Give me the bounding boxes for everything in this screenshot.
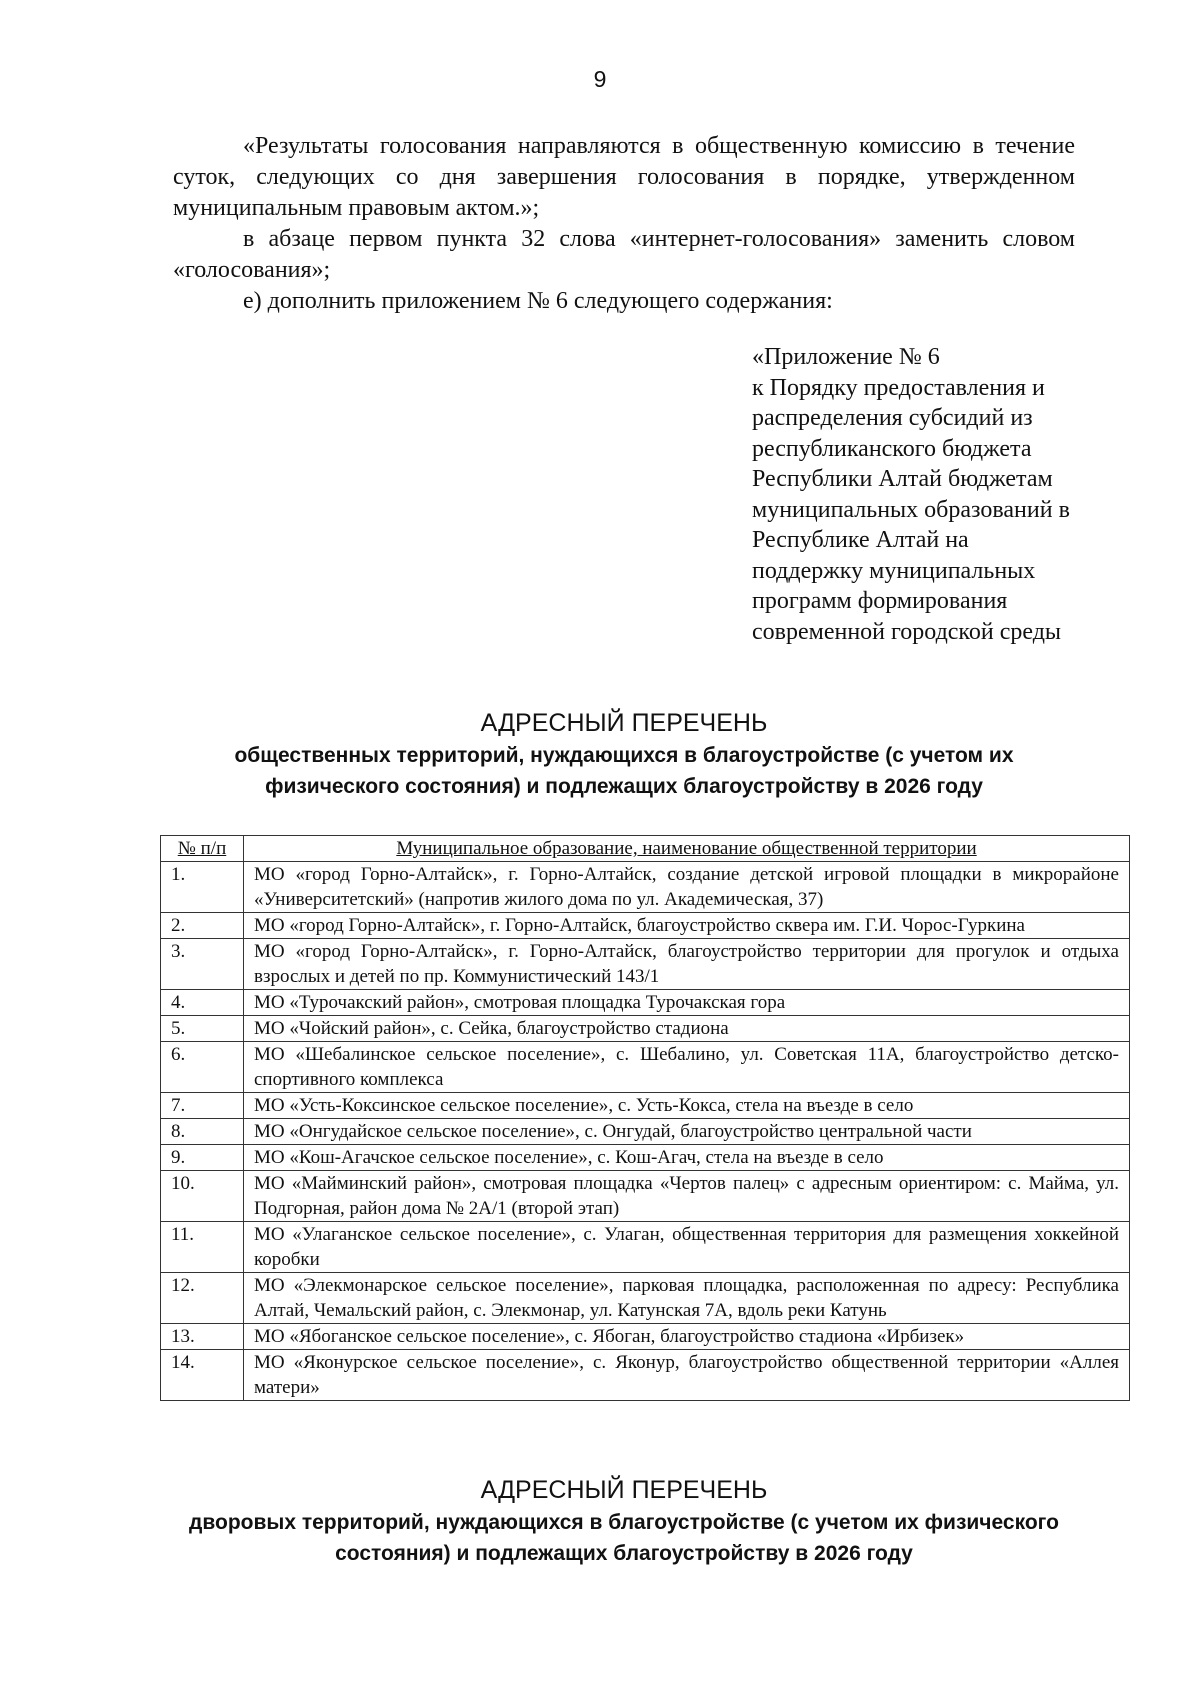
- table-row: [161, 939, 1130, 990]
- public-territories-table: [160, 835, 1130, 1401]
- row-number: 7.: [161, 1093, 244, 1119]
- row-text: МО «Яконурское сельское поселение», с. Яконур, благоустройство общественной территории «Аллея матери»: [244, 1350, 1130, 1401]
- row-text: МО «Турочакский район», смотровая площадка Турочакская гора: [244, 990, 1130, 1016]
- section-subtitle-line: общественных территорий, нуждающихся в благоустройстве (с учетом их: [234, 744, 1014, 767]
- appendix-line: современной городской среды: [752, 618, 1062, 645]
- section-subtitle-line: состояния) и подлежащих благоустройству в 2026 году: [335, 1542, 913, 1565]
- page-number: 9: [593, 66, 607, 92]
- table-row: [161, 1171, 1130, 1222]
- table-row: [161, 990, 1130, 1016]
- appendix-line: Республики Алтай бюджетам: [752, 466, 1053, 492]
- row-number: 14.: [161, 1350, 244, 1401]
- appendix-line: Республике Алтай на: [752, 527, 969, 553]
- row-number: 6.: [161, 1042, 244, 1093]
- row-number: 8.: [161, 1119, 244, 1145]
- row-number: 2.: [161, 913, 244, 939]
- table-row: [161, 1119, 1130, 1145]
- row-text: МО «Улаганское сельское поселение», с. Улаган, общественная территория для размещения хоккейной коробки: [244, 1222, 1130, 1273]
- row-text: МО «город Горно-Алтайск», г. Горно-Алтайск, благоустройство территории для прогулок и отдыха взрослых и детей по пр. Коммунистический 143/1: [244, 939, 1130, 990]
- table-row: [161, 862, 1130, 913]
- table-row: [161, 1145, 1130, 1171]
- row-text: МО «Ябоганское сельское поселение», с. Ябоган, благоустройство стадиона «Ирбизек»: [244, 1324, 1130, 1350]
- row-text: МО «город Горно-Алтайск», г. Горно-Алтайск, создание детской игровой площадки в микрорайоне «Университетский» (напротив жилого дома по ул. Академическая, 37): [244, 862, 1130, 913]
- row-number: 10.: [161, 1171, 244, 1222]
- table-row: [161, 1042, 1130, 1093]
- table-header-row: [161, 836, 1130, 862]
- appendix-line: программ формирования: [752, 588, 1008, 614]
- table-row: [161, 1016, 1130, 1042]
- row-text: МО «Чойский район», с. Сейка, благоустройство стадиона: [244, 1016, 1130, 1042]
- appendix-line: муниципальных образований в: [752, 496, 1070, 523]
- row-number: 11.: [161, 1222, 244, 1273]
- appendix-line: республиканского бюджета: [752, 435, 1032, 462]
- appendix-caption: [752, 342, 1152, 647]
- yard-territories-title: [173, 1473, 1075, 1569]
- column-header-number: № п/п: [161, 836, 244, 862]
- appendix-line: к Порядку предоставления и: [752, 374, 1045, 401]
- appendix-line: распределения субсидий из: [752, 405, 1033, 431]
- row-text: МО «Шебалинское сельское поселение», с. Шебалино, ул. Советская 11А, благоустройство детско-спортивного комплекса: [244, 1042, 1130, 1093]
- row-text: МО «Майминский район», смотровая площадка «Чертов палец» с адресным ориентиром: с. Майма, ул. Подгорная, район дома № 2А/1 (второй этап): [244, 1171, 1130, 1222]
- section-heading: АДРЕСНЫЙ ПЕРЕЧЕНЬ: [480, 1476, 768, 1504]
- table-row: [161, 913, 1130, 939]
- row-text: МО «Кош-Агачское сельское поселение», с. Кош-Агач, стела на въезде в село: [244, 1145, 1130, 1171]
- row-text: МО «Онгудайское сельское поселение», с. Онгудай, благоустройство центральной части: [244, 1119, 1130, 1145]
- appendix-line: «Приложение № 6: [752, 344, 940, 370]
- table-row: [161, 1324, 1130, 1350]
- row-number: 5.: [161, 1016, 244, 1042]
- public-territories-title: [173, 706, 1075, 802]
- section-heading: АДРЕСНЫЙ ПЕРЕЧЕНЬ: [480, 709, 768, 737]
- table-row: [161, 1350, 1130, 1401]
- section-subtitle-line: физического состояния) и подлежащих благоустройству в 2026 году: [265, 775, 983, 798]
- row-text: МО «Усть-Коксинское сельское поселение», с. Усть-Кокса, стела на въезде в село: [244, 1093, 1130, 1119]
- paragraph-appendix-intro: е) дополнить приложением № 6 следующего содержания:: [243, 288, 833, 314]
- row-number: 9.: [161, 1145, 244, 1171]
- column-header-name: Муниципальное образование, наименование общественной территории: [244, 836, 1130, 862]
- row-text: МО «Элекмонарское сельское поселение», парковая площадка, расположенная по адресу: Республика Алтай, Чемальский район, с. Элекмонар, ул. Катунская 7А, вдоль реки Катунь: [244, 1273, 1130, 1324]
- row-text: МО «город Горно-Алтайск», г. Горно-Алтайск, благоустройство сквера им. Г.И. Чорос-Гуркина: [244, 913, 1130, 939]
- row-number: 1.: [161, 862, 244, 913]
- section-subtitle-line: дворовых территорий, нуждающихся в благоустройстве (с учетом их физического: [189, 1511, 1059, 1534]
- appendix-line: поддержку муниципальных: [752, 557, 1036, 584]
- table-row: [161, 1273, 1130, 1324]
- paragraph-voting-results: «Результаты голосования направляются в общественную комиссию в течение суток, следующих со дня завершения голосования в порядке, утвержденном муниципальным правовым актом.»;: [173, 133, 1075, 221]
- row-number: 12.: [161, 1273, 244, 1324]
- table-row: [161, 1093, 1130, 1119]
- table-row: [161, 1222, 1130, 1273]
- row-number: 13.: [161, 1324, 244, 1350]
- row-number: 4.: [161, 990, 244, 1016]
- row-number: 3.: [161, 939, 244, 990]
- body-text: [173, 131, 1075, 317]
- paragraph-item-32: в абзаце первом пункта 32 слова «интернет-голосования» заменить словом «голосования»;: [173, 226, 1075, 283]
